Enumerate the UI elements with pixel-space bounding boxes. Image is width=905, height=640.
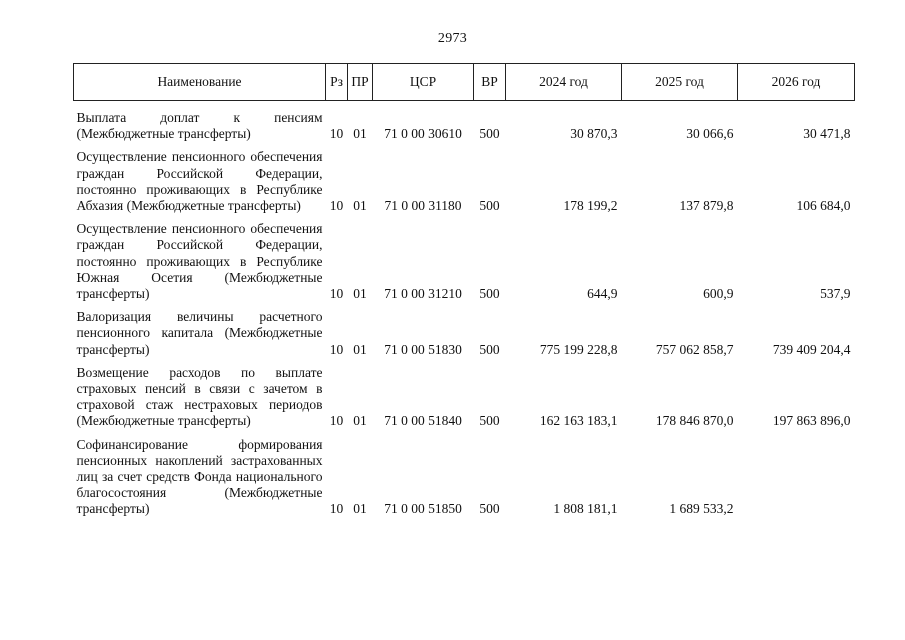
row-vr: 500 (479, 341, 500, 357)
row-pr: 01 (353, 198, 367, 214)
row-name: Осуществление пенсионного обеспечения граждан Российской Федерации, постоянно проживающих в Республике Южная Осетия (Межбюджетные трансферты) (76, 221, 323, 302)
table-row (74, 101, 855, 150)
row-pr: 01 (353, 501, 367, 517)
row-2025: 178 846 870,0 (655, 413, 734, 429)
row-2025: 600,9 (703, 286, 734, 302)
row-2024: 1 808 181,1 (553, 501, 618, 517)
table-row (74, 221, 855, 309)
row-rz: 10 (329, 286, 344, 302)
row-2024: 644,9 (587, 286, 618, 302)
row-pr: 01 (353, 126, 367, 142)
header-row (74, 64, 855, 101)
row-csr: 71 0 00 51850 (384, 501, 462, 517)
row-name: Валоризация величины расчетного пенсионного капитала (Межбюджетные трансферты) (76, 309, 323, 357)
row-csr: 71 0 00 30610 (384, 126, 462, 142)
row-vr: 500 (479, 501, 500, 517)
table-body (74, 101, 855, 525)
table-row (74, 309, 855, 365)
header-2025: 2025 год (622, 64, 738, 101)
row-name: Осуществление пенсионного обеспечения граждан Российской Федерации, постоянно проживающих в Республике Абхазия (Межбюджетные трансферты) (76, 149, 323, 214)
row-csr: 71 0 00 51830 (384, 341, 462, 357)
row-rz: 10 (329, 501, 344, 517)
table-row (74, 365, 855, 437)
row-2025: 1 689 533,2 (669, 501, 734, 517)
row-2026 (738, 437, 855, 525)
row-2024: 162 163 183,1 (539, 413, 618, 429)
row-2026: 106 684,0 (796, 198, 851, 214)
row-name: Софинансирование формирования пенсионных накоплений застрахованных лиц за счет средств Фонда национального благосостояния (Межбюджетные трансферты) (76, 436, 323, 517)
row-name: Выплата доплат к пенсиям (Межбюджетные трансферты) (76, 110, 323, 142)
row-pr: 01 (353, 286, 367, 302)
row-rz: 10 (329, 413, 344, 429)
header-pr: ПР (348, 64, 373, 101)
header-name: Наименование (74, 64, 326, 101)
row-rz: 10 (329, 341, 344, 357)
row-vr: 500 (479, 286, 500, 302)
header-vr: ВР (474, 64, 506, 101)
table-header (74, 64, 855, 101)
header-2024: 2024 год (506, 64, 622, 101)
row-2025: 757 062 858,7 (655, 341, 734, 357)
header-2026: 2026 год (738, 64, 855, 101)
row-csr: 71 0 00 51840 (384, 413, 462, 429)
row-2024: 30 870,3 (570, 126, 618, 142)
header-csr: ЦСР (373, 64, 474, 101)
row-2026: 739 409 204,4 (772, 341, 851, 357)
table-row (74, 437, 855, 525)
header-rz: Рз (326, 64, 348, 101)
row-2024: 775 199 228,8 (539, 341, 618, 357)
row-2024: 178 199,2 (563, 198, 618, 214)
row-2025: 30 066,6 (686, 126, 734, 142)
row-2026: 537,9 (820, 286, 851, 302)
page-number: 2973 (437, 31, 468, 46)
row-csr: 71 0 00 31180 (384, 198, 462, 214)
row-rz: 10 (329, 126, 344, 142)
row-vr: 500 (479, 413, 500, 429)
row-name: Возмещение расходов по выплате страховых пенсий в связи с зачетом в страховой стаж нестраховых периодов (Межбюджетные трансферты) (76, 364, 323, 429)
row-rz: 10 (329, 198, 344, 214)
row-2025: 137 879,8 (679, 198, 734, 214)
row-csr: 71 0 00 31210 (384, 286, 462, 302)
row-2026: 30 471,8 (803, 126, 851, 142)
budget-table (73, 63, 855, 525)
table-row (74, 149, 855, 221)
row-vr: 500 (479, 126, 500, 142)
row-pr: 01 (353, 341, 367, 357)
row-2026: 197 863 896,0 (772, 413, 851, 429)
row-pr: 01 (353, 413, 367, 429)
row-vr: 500 (479, 198, 500, 214)
